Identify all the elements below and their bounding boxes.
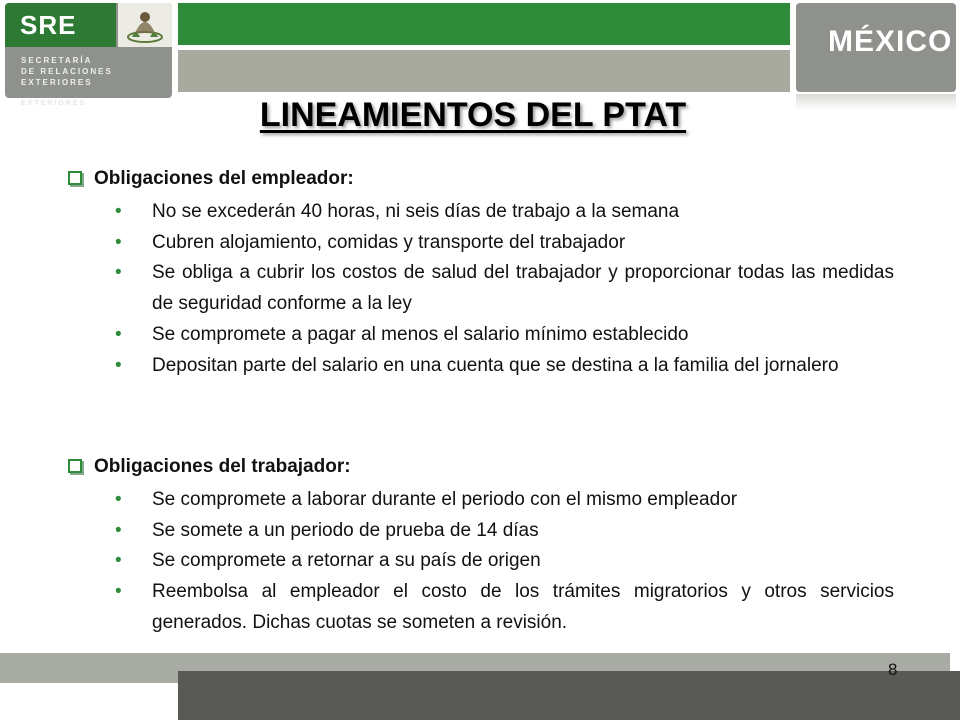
page-number: 8 <box>888 660 898 679</box>
footer-dark-bar <box>178 671 960 720</box>
list-item: • Se somete a un periodo de prueba de 14 días <box>112 516 894 547</box>
header-gray-bar <box>178 50 790 92</box>
sre-name-line-2: DE RELACIONES <box>21 67 113 76</box>
list-item: • Depositan parte del salario en una cuenta que se destina a la familia del jornalero <box>112 351 894 382</box>
country-name: MÉXICO <box>828 25 953 58</box>
employer-obligations-list <box>112 197 894 381</box>
sre-name-line-3: EXTERIORES <box>21 78 93 87</box>
checkbox-bullet-icon <box>68 459 82 473</box>
sre-logo <box>5 3 172 98</box>
section-heading-worker <box>68 452 351 482</box>
checkbox-bullet-icon <box>68 171 82 185</box>
worker-obligations-list <box>112 485 894 639</box>
sre-name <box>21 55 113 88</box>
sre-reflection: EXTERIORES <box>21 100 87 107</box>
list-item: • Reembolsa al empleador el costo de los trámites migratorios y otros servicios generados. Dichas cuotas se someten a revisión. <box>112 577 894 638</box>
mexico-logo <box>796 3 956 92</box>
list-item: • Cubren alojamiento, comidas y transporte del trabajador <box>112 228 894 259</box>
list-item: • Se compromete a retornar a su país de origen <box>112 546 894 577</box>
sre-name-line-1: SECRETARÍA <box>21 56 93 65</box>
section-heading-employer <box>68 164 354 194</box>
list-item: • Se obliga a cubrir los costos de salud del trabajador y proporcionar todas las medidas de seguridad conforme a la ley <box>112 258 894 319</box>
list-item: • Se compromete a laborar durante el periodo con el mismo empleador <box>112 485 894 516</box>
coat-of-arms-icon <box>118 3 172 47</box>
list-item: • Se compromete a pagar al menos el salario mínimo establecido <box>112 320 894 351</box>
sre-abbrev: SRE <box>5 3 116 47</box>
list-item: • No se excederán 40 horas, ni seis días de trabajo a la semana <box>112 197 894 228</box>
slide-title: LINEAMIENTOS DEL PTAT <box>259 96 687 134</box>
section-heading-text: Obligaciones del trabajador: <box>94 456 351 477</box>
section-heading-text: Obligaciones del empleador: <box>94 168 354 189</box>
header-green-bar <box>178 3 790 45</box>
